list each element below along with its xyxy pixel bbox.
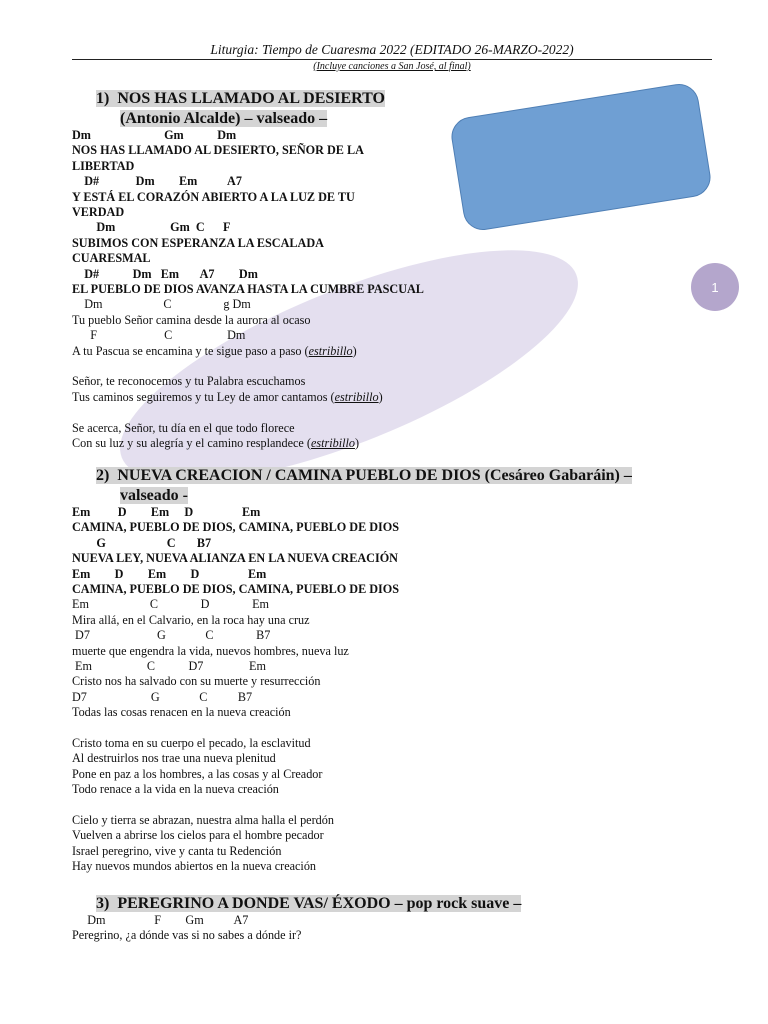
chord-line: D# Dm Em A7 Dm <box>72 266 258 281</box>
lyric-line-verse: Todas las cosas renacen en la nueva creación <box>72 705 291 720</box>
song2-title <box>96 466 632 485</box>
lyric-line-verse: D7 G C B7 <box>72 628 271 643</box>
lyric-line-chorus: CUARESMAL <box>72 251 151 266</box>
lyric-line-verse: Señor, te reconocemos y tu Palabra escuchamos <box>72 374 306 389</box>
lyric-line-chorus: NOS HAS LLAMADO AL DESIERTO, SEÑOR DE LA <box>72 143 364 158</box>
chord-line: Em D Em D Em <box>72 566 267 581</box>
song3-title <box>96 894 521 913</box>
lyric-line-chorus: NUEVA LEY, NUEVA ALIANZA EN LA NUEVA CREACIÓN <box>72 551 398 566</box>
lyric-line-verse: Em C D7 Em <box>72 659 266 673</box>
header-rule <box>72 59 712 60</box>
lyric-line-chorus: Y ESTÁ EL CORAZÓN ABIERTO A LA LUZ DE TU <box>72 189 355 204</box>
lyric-line-verse: Cristo toma en su cuerpo el pecado, la esclavitud <box>72 736 311 750</box>
lyric-line-verse: Israel peregrino, vive y canta tu Redención <box>72 843 282 858</box>
lyric-line-verse: Hay nuevos mundos abiertos en la nueva creación <box>72 859 317 874</box>
header-subtitle: (Incluye canciones a San José, al final) <box>313 61 471 72</box>
header-title: Liturgia: Tiempo de Cuaresma 2022 (EDITADO 26-MARZO-2022) <box>210 42 574 57</box>
song2-subtitle <box>120 486 188 505</box>
lyric-line-verse: F C Dm <box>72 328 246 343</box>
lyric-line-verse: muerte que engendra la vida, nuevos hombres, nueva luz <box>72 643 349 658</box>
chord-line: Dm Gm C F <box>72 220 231 235</box>
chord-line: Em D Em D Em <box>72 505 261 519</box>
song2-title-main: 2) NUEVA CREACION / CAMINA PUEBLO DE DIOS (Cesáreo Gabaráin) – <box>96 467 632 484</box>
lyric-line-chorus: SUBIMOS CON ESPERANZA LA ESCALADA <box>72 235 324 250</box>
lyric-line-chorus: CAMINA, PUEBLO DE DIOS, CAMINA, PUEBLO DE DIOS <box>72 582 400 596</box>
lyric-line-verse: A tu Pascua se encamina y te sigue paso a paso (estribillo) <box>72 343 357 358</box>
lyric-line-verse: Todo renace a la vida en la nueva creación <box>72 782 279 797</box>
lyric-line-verse: Mira allá, en el Calvario, en la roca hay una cruz <box>72 612 310 627</box>
lyric-line-verse: Peregrino, ¿a dónde vas si no sabes a dónde ir? <box>72 928 302 943</box>
lyric-line-verse: Con su luz y su alegría y el camino resplandece (estribillo) <box>72 436 360 450</box>
lyric-line-verse: Pone en paz a los hombres, a las cosas y al Creador <box>72 766 323 781</box>
lyric-line-verse: Al destruirlos nos trae una nueva plenitud <box>72 751 276 766</box>
lyric-line-verse: Em C D Em <box>72 597 270 612</box>
lyric-line-chorus: EL PUEBLO DE DIOS AVANZA HASTA LA CUMBRE PASCUAL <box>72 282 424 296</box>
chord-line: G C B7 <box>72 535 212 550</box>
lyric-line-verse: Tu pueblo Señor camina desde la aurora al ocaso <box>72 312 311 327</box>
chord-line: Dm Gm Dm <box>72 128 237 142</box>
lyric-line-verse: Tus caminos seguiremos y tu Ley de amor cantamos (estribillo) <box>72 389 383 404</box>
lyric-line-verse: Se acerca, Señor, tu día en el que todo florece <box>72 420 295 435</box>
lyric-line-verse: Dm C g Dm <box>72 297 251 312</box>
page-number-badge[interactable]: 1 <box>691 263 739 311</box>
lyric-line-verse: Vuelven a abrirse los cielos para el hombre pecador <box>72 828 324 843</box>
song1-title-main: 1) NOS HAS LLAMADO AL DESIERTO <box>96 90 385 107</box>
estribillo-note: estribillo <box>308 343 353 358</box>
chord-line: D# Dm Em A7 <box>72 174 242 189</box>
lyric-line-verse: D7 G C B7 <box>72 689 253 704</box>
estribillo-note: estribillo <box>310 436 355 450</box>
song3-title-main: 3) PEREGRINO A DONDE VAS/ ÉXODO – pop rock suave – <box>96 895 522 912</box>
estribillo-note: estribillo <box>334 389 379 404</box>
lyric-line-verse: Cristo nos ha salvado con su muerte y resurrección <box>72 674 321 689</box>
decorative-blue-shape <box>449 81 714 233</box>
lyric-line-verse: Cielo y tierra se abrazan, nuestra alma halla el perdón <box>72 813 334 827</box>
song2-title-style: valseado - <box>120 487 188 504</box>
song1-title-author: (Antonio Alcalde) – valseado – <box>120 110 328 127</box>
lyric-line-chorus: VERDAD <box>72 205 125 219</box>
song1-subtitle <box>120 109 327 128</box>
song1-title <box>96 89 385 108</box>
lyric-line-chorus: CAMINA, PUEBLO DE DIOS, CAMINA, PUEBLO DE DIOS <box>72 520 400 535</box>
lyric-line-verse: Dm F Gm A7 <box>72 913 249 927</box>
lyric-line-chorus: LIBERTAD <box>72 158 135 173</box>
